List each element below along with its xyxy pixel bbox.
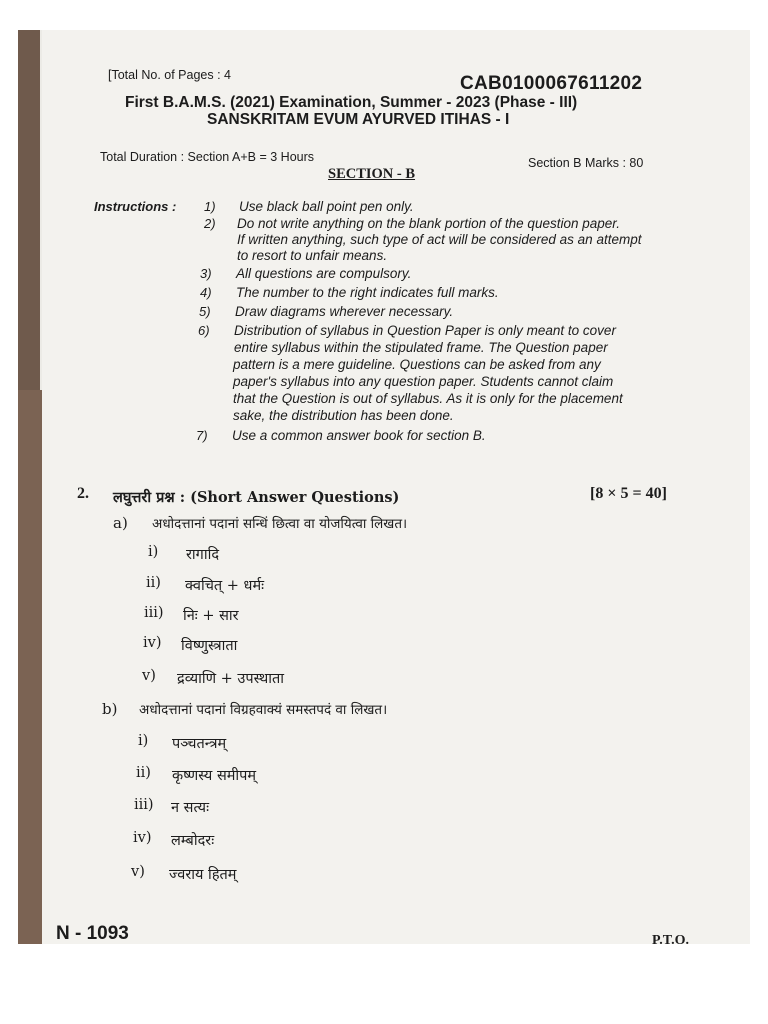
instruction-line: paper's syllabus into any question paper. Students cannot claim	[233, 374, 614, 389]
instruction-line: Do not write anything on the blank portion of the question paper.	[237, 216, 621, 231]
item-text: विष्णुस्त्राता	[181, 638, 238, 654]
item-text: न सत्यः	[171, 800, 210, 816]
paper-code: CAB0100067611202	[460, 73, 643, 94]
item-text: रागादि	[186, 547, 220, 563]
instruction-line: Use a common answer book for section B.	[232, 428, 486, 443]
instruction-number: 3)	[200, 266, 212, 281]
instruction-line: If written anything, such type of act will be considered as an attempt	[237, 232, 642, 247]
item-number: iv)	[133, 830, 152, 846]
instruction-number: 4)	[200, 285, 212, 300]
subject-title: SANSKRITAM EVUM AYURVED ITIHAS - I	[207, 111, 510, 128]
instruction-line: entire syllabus within the stipulated frame. The Question paper	[234, 340, 608, 355]
instruction-number: 6)	[198, 323, 210, 338]
instruction-line: to resort to unfair means.	[237, 248, 388, 263]
instruction-number: 1)	[204, 199, 216, 214]
instruction-line: Draw diagrams wherever necessary.	[235, 304, 454, 319]
page-turn-over: P.T.O.	[652, 933, 689, 948]
part-instruction: अधोदत्तानां पदानां सन्धिं छित्वा वा योजयित्वा लिखत।	[152, 516, 408, 532]
item-text: क्वचित् + धर्मः	[185, 578, 265, 594]
section-heading: SECTION - B	[328, 166, 416, 182]
item-number: i)	[138, 733, 149, 749]
instruction-number: 7)	[196, 428, 208, 443]
item-text: ज्वराय हितम्	[169, 867, 237, 883]
item-text: पञ्चतन्त्रम्	[172, 736, 227, 752]
item-text: निः + सार	[183, 608, 239, 624]
total-pages: [Total No. of Pages : 4	[108, 68, 231, 82]
question-number: 2.	[77, 485, 89, 502]
instructions-label: Instructions :	[94, 199, 177, 214]
item-text: द्रव्याणि + उपस्थाता	[177, 671, 285, 687]
item-number: iii)	[144, 605, 164, 621]
instruction-line: that the Question is out of syllabus. As it is only for the placement	[233, 391, 623, 406]
part-label: a)	[113, 514, 128, 532]
instruction-line: All questions are compulsory.	[236, 266, 412, 281]
item-number: ii)	[136, 765, 151, 781]
item-text: लम्बोदरः	[171, 833, 215, 849]
instruction-number: 5)	[199, 304, 211, 319]
instruction-line: pattern is a mere guideline. Questions can be asked from any	[233, 357, 601, 372]
item-number: i)	[148, 544, 159, 560]
item-number: iii)	[134, 797, 154, 813]
part-label: b)	[102, 700, 118, 718]
paper-footer-code: N - 1093	[56, 923, 129, 944]
instruction-line: sake, the distribution has been done.	[233, 408, 454, 423]
total-duration: Total Duration : Section A+B = 3 Hours	[100, 150, 315, 164]
instruction-number: 2)	[204, 216, 216, 231]
section-marks: Section B Marks : 80	[528, 156, 644, 170]
instruction-line: Distribution of syllabus in Question Paper is only meant to cover	[234, 323, 616, 338]
instruction-line: Use black ball point pen only.	[239, 199, 414, 214]
instruction-line: The number to the right indicates full marks.	[236, 285, 499, 300]
item-number: iv)	[143, 635, 162, 651]
item-number: v)	[142, 668, 156, 684]
item-number: v)	[131, 864, 145, 880]
item-number: ii)	[146, 575, 161, 591]
question-title: लघुत्तरी प्रश्न : (Short Answer Questions)	[113, 489, 400, 506]
question-marks: [8 × 5 = 40]	[590, 485, 667, 502]
part-instruction: अधोदत्तानां पदानां विग्रहवाक्यं समस्तपदं वा लिखत।	[139, 702, 388, 718]
item-text: कृष्णस्य समीपम्	[172, 768, 257, 784]
exam-title: First B.A.M.S. (2021) Examination, Summer - 2023 (Phase - III)	[125, 94, 578, 111]
